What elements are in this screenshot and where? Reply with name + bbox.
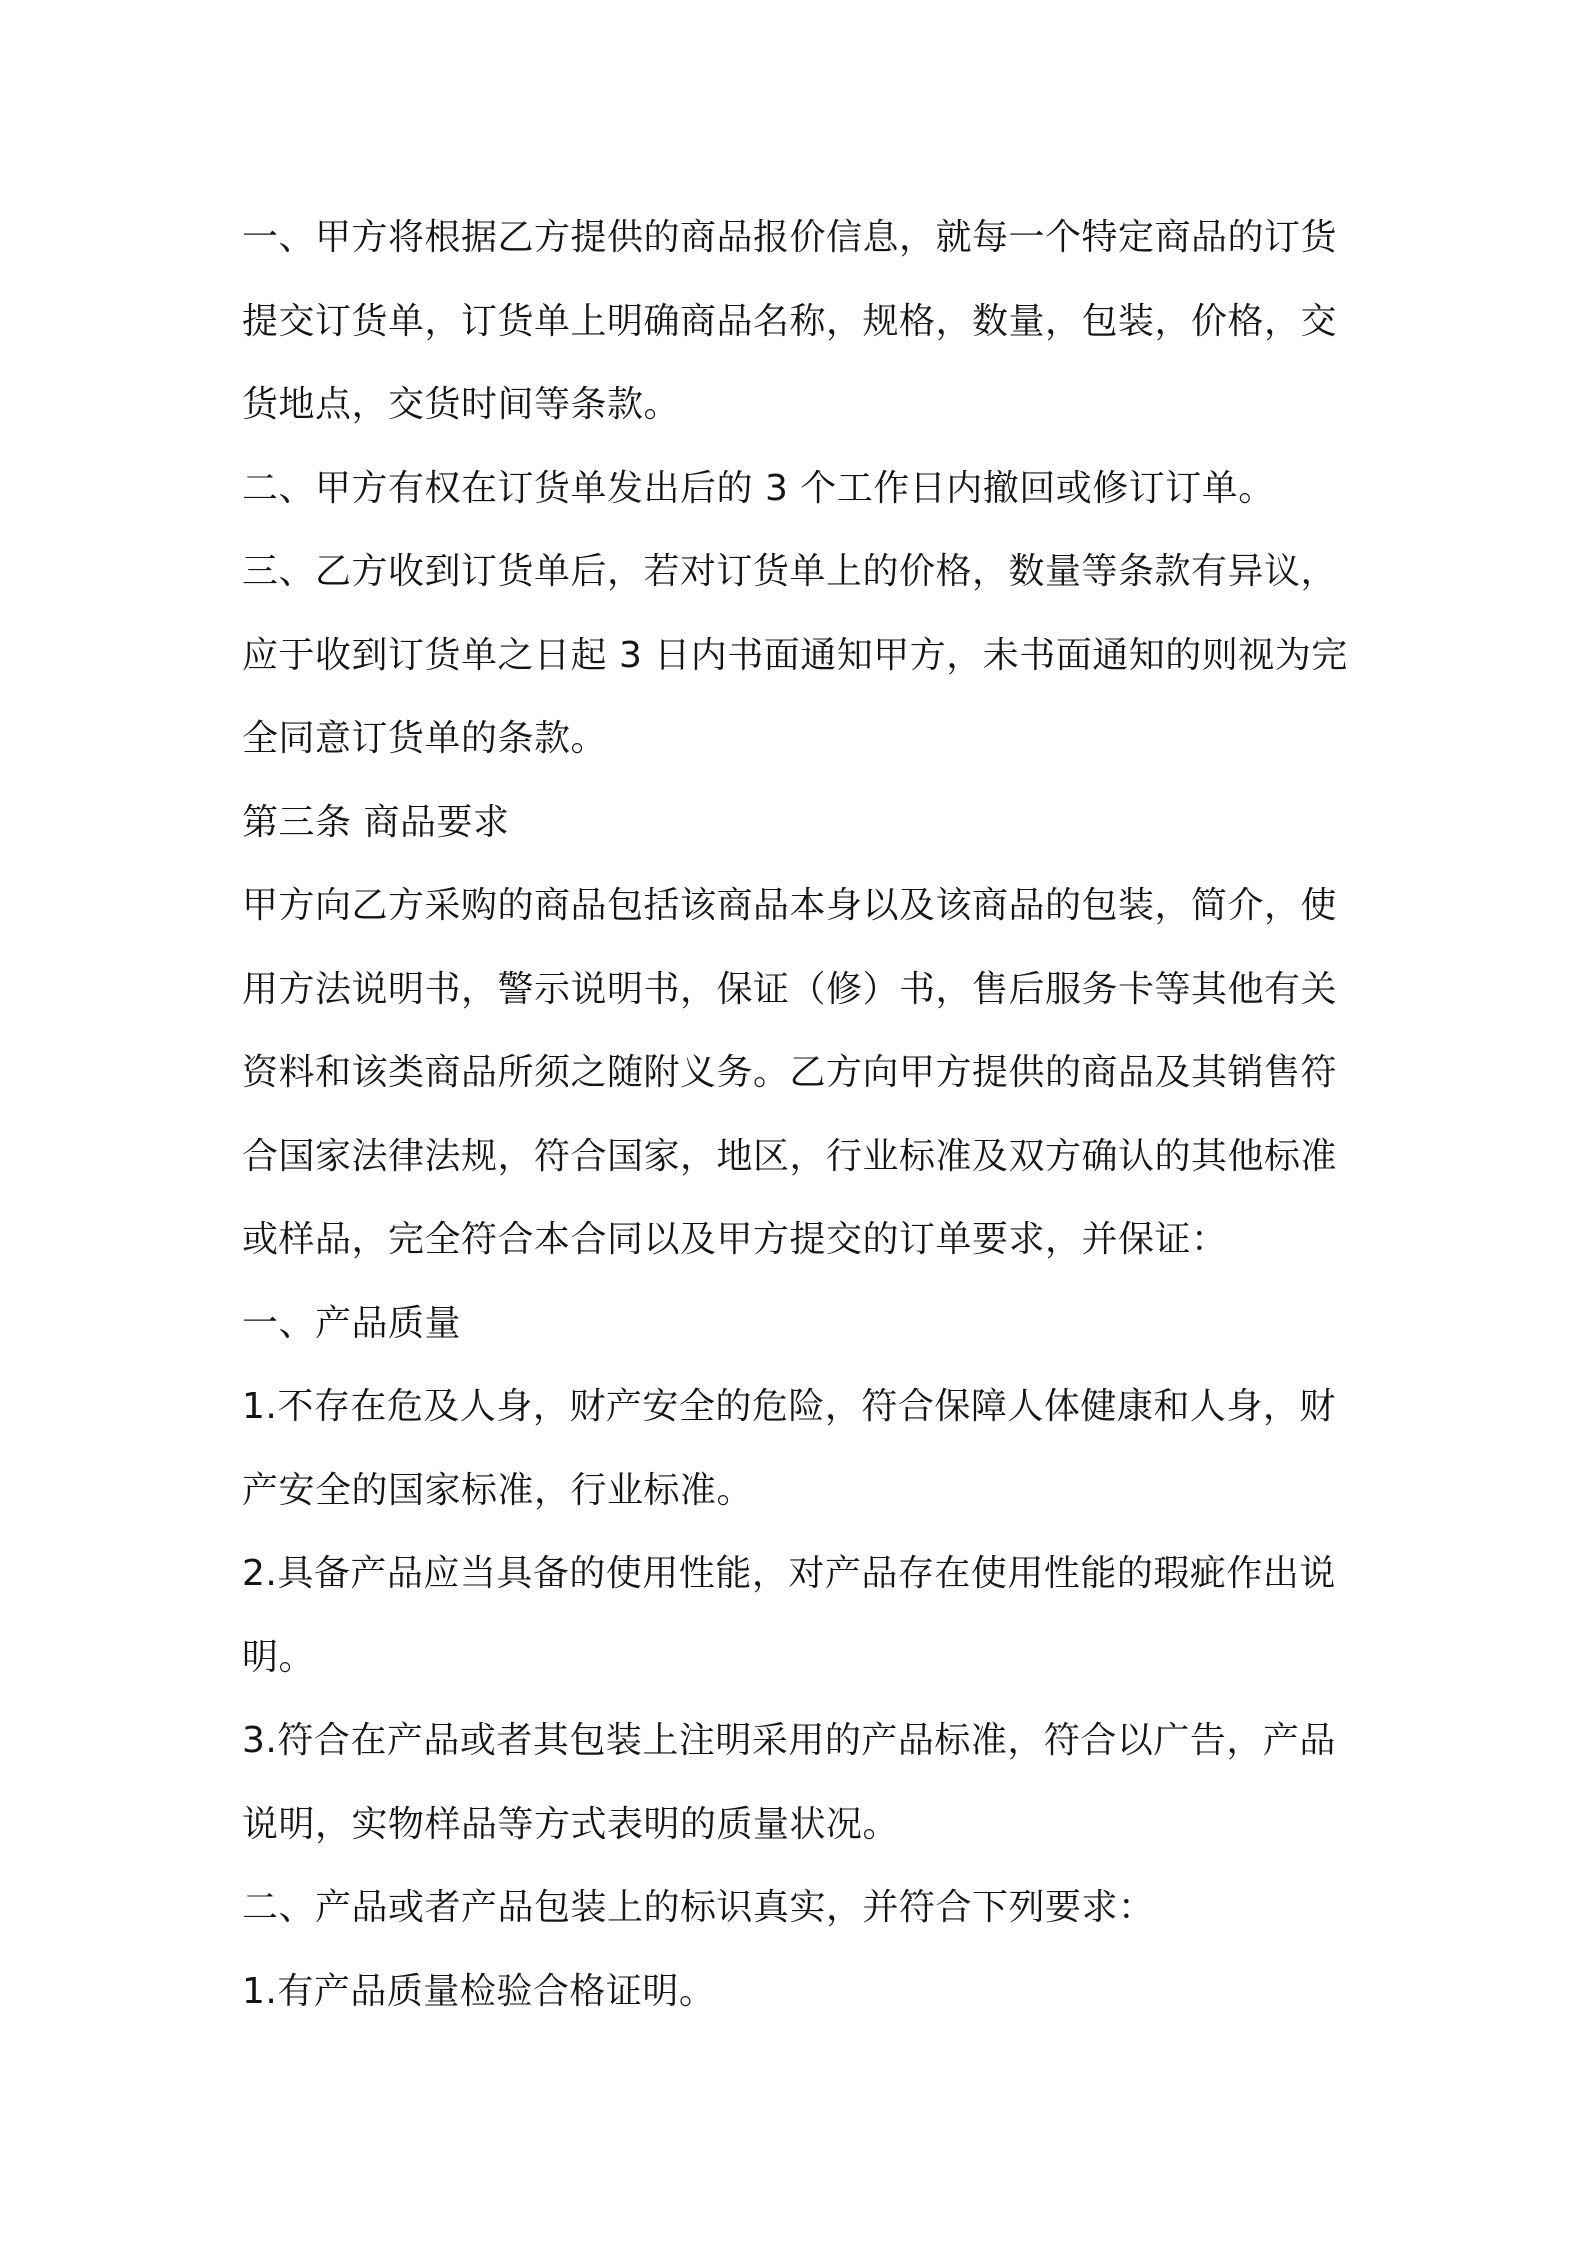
article-3-heading: 第三条 商品要求 [242,801,510,843]
quality-item-1-line-2: 产安全的国家标准，行业标准。 [242,1469,754,1511]
clause-1-line-3: 货地点，交货时间等条款。 [242,384,681,425]
section-product-quality-heading: 一、产品质量 [242,1302,462,1344]
clause-1-line-1: 一、甲方将根据乙方提供的商品报价信息，就每一个特定商品的订货 [242,217,1338,258]
clause-3-line-1: 三、乙方收到订货单后，若对订货单上的价格，数量等条款有异议， [242,551,1338,592]
clause-1-line-2: 提交订货单，订货单上明确商品名称，规格，数量，包装，价格，交 [242,300,1338,342]
article-3-intro-line-2: 用方法说明书，警示说明书，保证（修）书，售后服务卡等其他有关 [242,968,1338,1010]
article-3-intro-line-4: 合国家法律法规，符合国家，地区，行业标准及双方确认的其他标准 [242,1135,1338,1177]
article-3-intro-line-3: 资料和该类商品所须之随附义务。乙方向甲方提供的商品及其销售符 [242,1052,1338,1093]
quality-item-2-line-2: 明。 [242,1636,316,1678]
clause-2-line-1: 二、甲方有权在订货单发出后的 3 个工作日内撤回或修订订单。 [242,467,1275,509]
section-labeling-heading: 二、产品或者产品包装上的标识真实，并符合下列要求： [242,1887,1155,1928]
article-3-intro-line-5: 或样品，完全符合本合同以及甲方提交的订单要求，并保证： [242,1219,1228,1260]
quality-item-3-line-2: 说明，实物样品等方式表明的质量状况。 [242,1803,900,1845]
document-body [242,196,1362,2033]
labeling-item-1-line-1: 1.有产品质量检验合格证明。 [242,1970,716,2012]
clause-3-line-2: 应于收到订货单之日起 3 日内书面通知甲方，未书面通知的则视为完 [242,634,1348,676]
article-3-intro-line-1: 甲方向乙方采购的商品包括该商品本身以及该商品的包装，简介，使 [242,885,1338,926]
quality-item-1-line-1: 1.不存在危及人身，财产安全的危险，符合保障人体健康和人身，财 [242,1386,1336,1427]
clause-3-line-3: 全同意订货单的条款。 [242,718,608,759]
quality-item-3-line-1: 3.符合在产品或者其包装上注明采用的产品标准，符合以广告，产品 [242,1720,1336,1761]
quality-item-2-line-1: 2.具备产品应当具备的使用性能，对产品存在使用性能的瑕疵作出说 [242,1553,1336,1594]
